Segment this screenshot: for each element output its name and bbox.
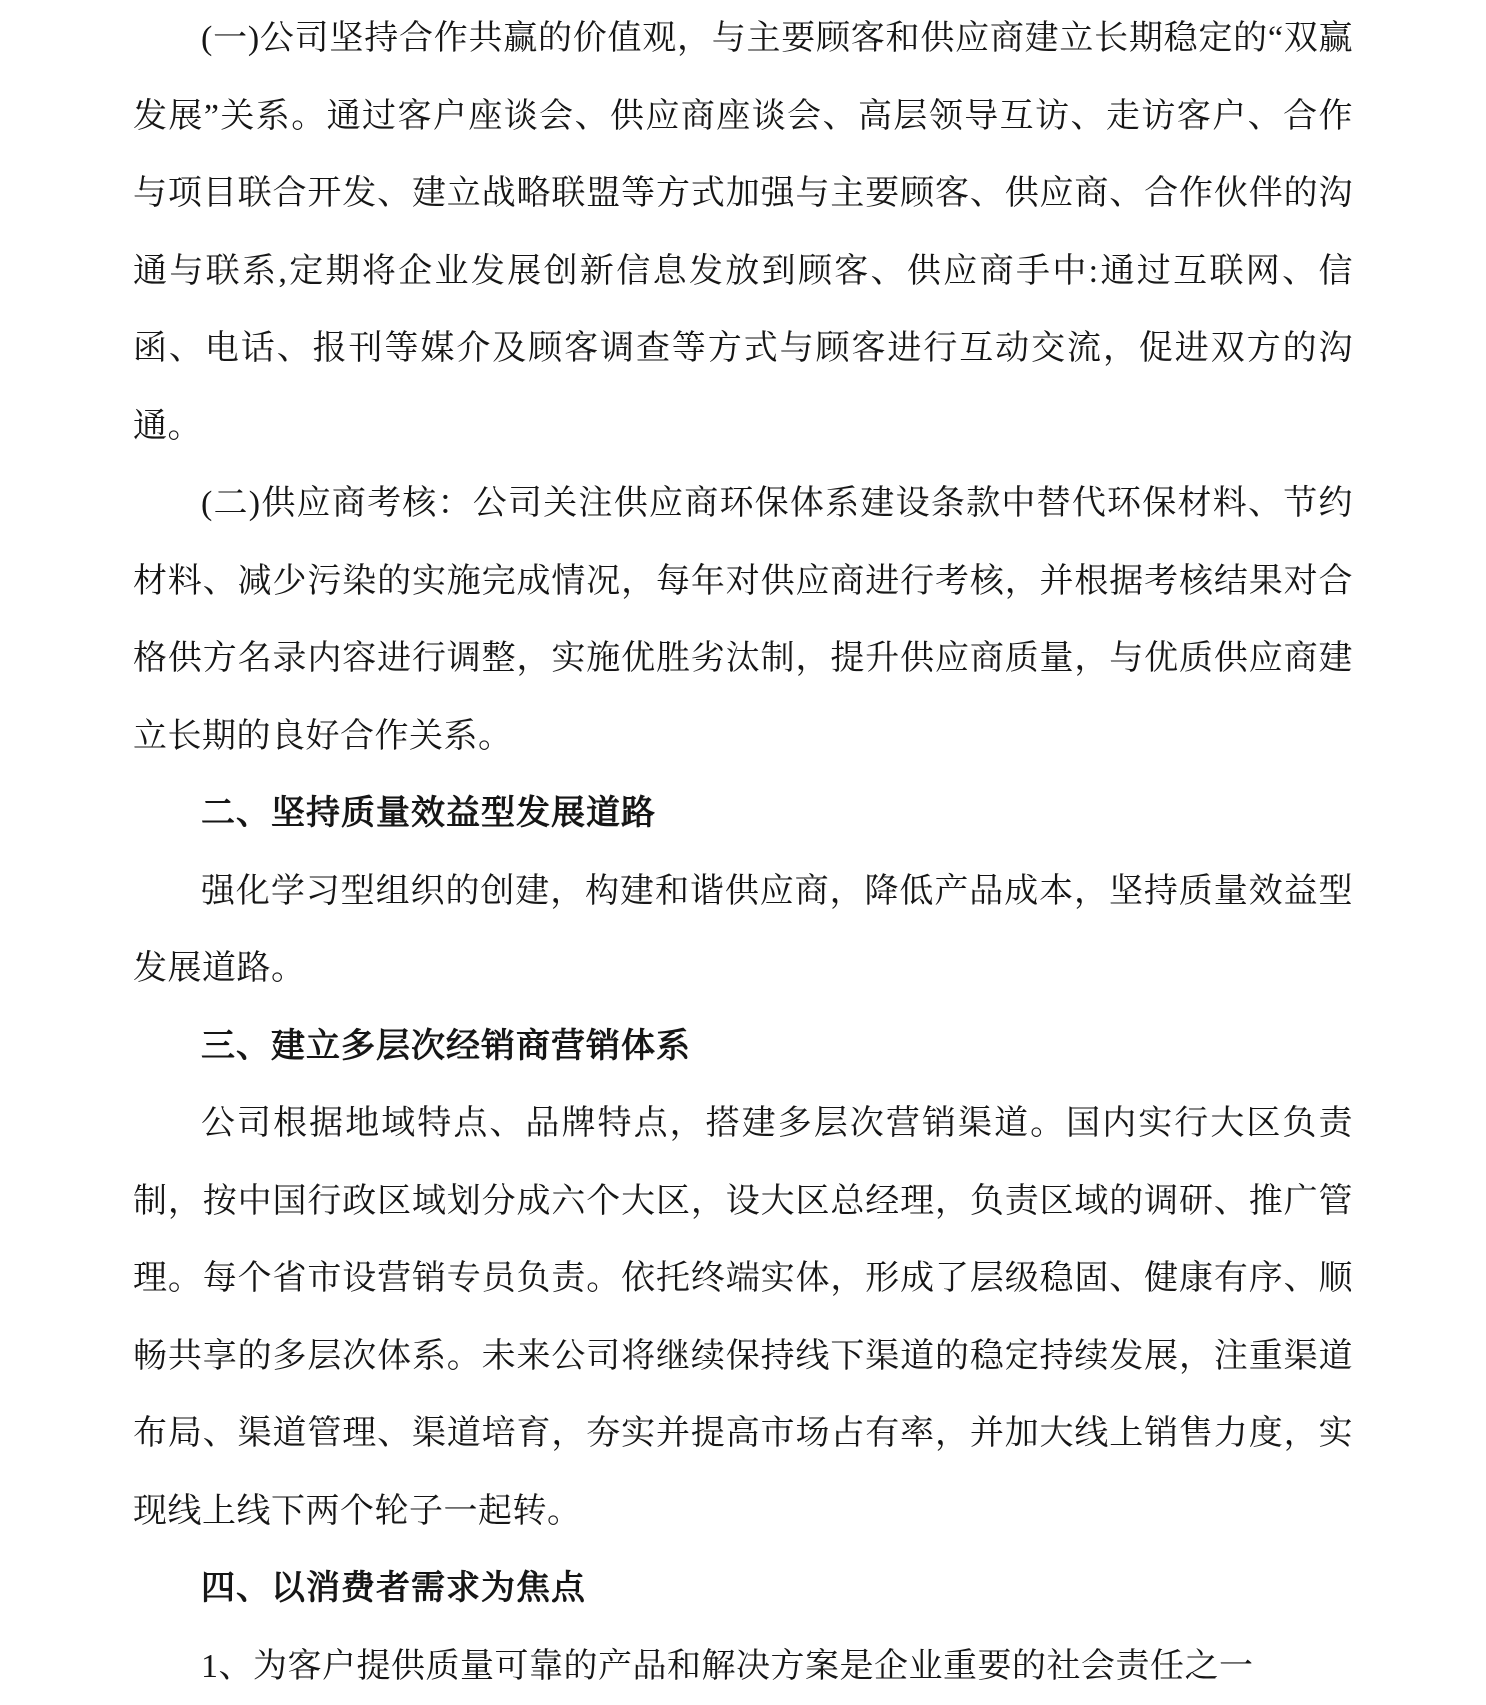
body-paragraph: (二)供应商考核：公司关注供应商环保体系建设条款中替代环保材料、节约材料、减少污染的实施完成情况，每年对供应商进行考核，并根据考核结果对合格供方名录内容进行调整，实施优胜劣汰制，提升供应商质量，与优质供应商建立长期的良好合作关系。	[133, 465, 1353, 775]
body-paragraph: 公司根据地域特点、品牌特点，搭建多层次营销渠道。国内实行大区负责制，按中国行政区域划分成六个大区，设大区总经理，负责区域的调研、推广管理。每个省市设营销专员负责。依托终端实体，形成了层级稳固、健康有序、顺畅共享的多层次体系。未来公司将继续保持线下渠道的稳定持续发展，注重渠道布局、渠道管理、渠道培育，夯实并提高市场占有率，并加大线上销售力度，实现线上线下两个轮子一起转。	[133, 1085, 1353, 1550]
body-paragraph: 1、为客户提供质量可靠的产品和解决方案是企业重要的社会责任之一	[133, 1628, 1353, 1705]
section-heading: 二、坚持质量效益型发展道路	[133, 775, 1353, 853]
document-body	[133, 0, 1353, 1705]
body-paragraph: (一)公司坚持合作共赢的价值观，与主要顾客和供应商建立长期稳定的“双赢发展”关系。通过客户座谈会、供应商座谈会、高层领导互访、走访客户、合作与项目联合开发、建立战略联盟等方式加强与主要顾客、供应商、合作伙伴的沟通与联系,定期将企业发展创新信息发放到顾客、供应商手中:通过互联网、信函、电话、报刊等媒介及顾客调查等方式与顾客进行互动交流，促进双方的沟通。	[133, 0, 1353, 465]
section-heading: 四、以消费者需求为焦点	[133, 1550, 1353, 1628]
body-paragraph: 强化学习型组织的创建，构建和谐供应商，降低产品成本，坚持质量效益型发展道路。	[133, 853, 1353, 1008]
section-heading: 三、建立多层次经销商营销体系	[133, 1008, 1353, 1086]
